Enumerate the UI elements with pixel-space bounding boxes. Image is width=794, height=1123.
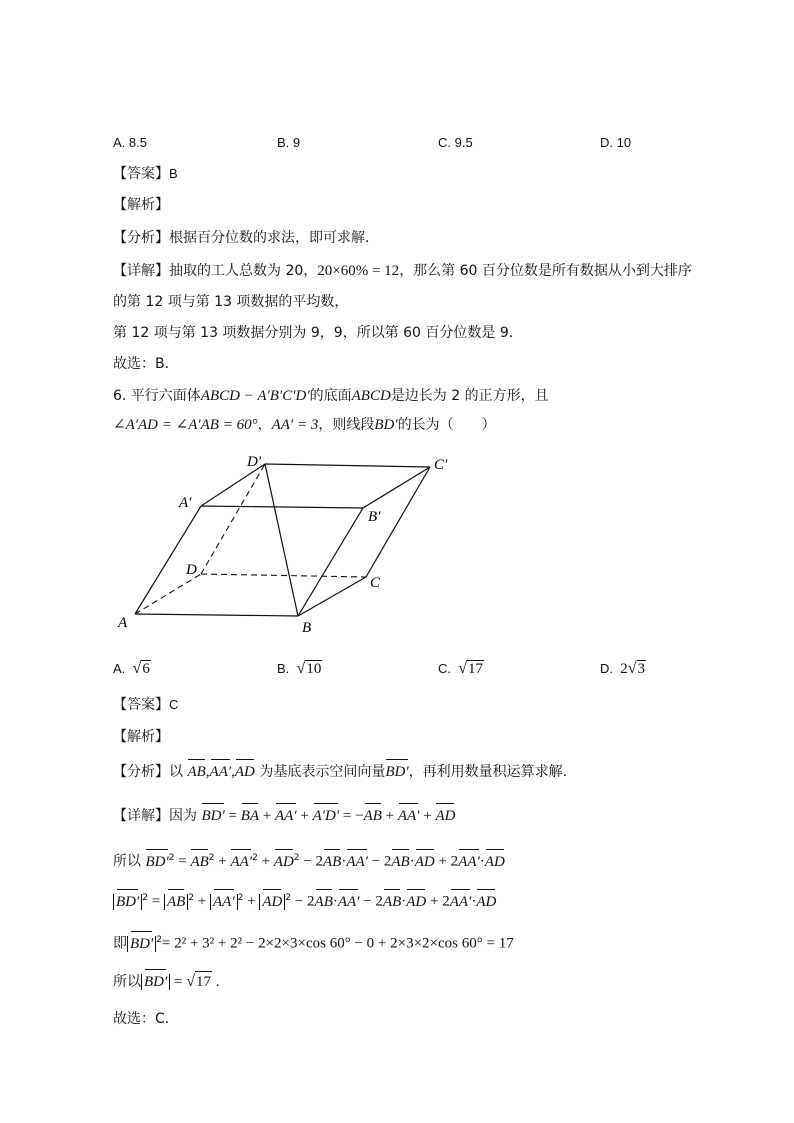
- text: 的长为（ ）: [397, 417, 496, 433]
- q5-xiangjie-line-2: 的第 12 项与第 13 项数据的平均数，: [113, 294, 349, 310]
- label-d: D: [186, 562, 197, 578]
- vector-ab: AB: [314, 893, 333, 910]
- vector-ad: AD: [476, 893, 497, 910]
- q6-derivation-3: BD′ $^2$ = AB $^2$ + AA′ $^2$ + AD $^2$ − 2AB·AA′ − 2AB·AD + 2AA′·AD: [113, 888, 496, 912]
- text: ，那么第 60 百分位数是所有数据从小到大排序: [399, 263, 692, 279]
- radicand: 10: [306, 661, 322, 677]
- text: 即: [113, 935, 127, 952]
- vector-ab: AB: [363, 808, 382, 824]
- xiangjie-tag: 【详解】: [113, 808, 169, 824]
- vector-ba: BA: [240, 808, 260, 824]
- fenxi-text: 根据百分位数的求法，即可求解．: [169, 230, 379, 246]
- vector-ab: AB: [187, 764, 206, 780]
- vector-aa-prime: AA′: [209, 764, 232, 780]
- sqrt-icon: √: [186, 973, 196, 990]
- q6-derivation-5: 所以 BD′ = √17 .: [113, 973, 220, 990]
- vector-aa-prime: AA′: [230, 853, 253, 870]
- label-c-prime: C′: [434, 457, 448, 473]
- math-solid: ABCD − A′B′C′D′: [200, 388, 310, 404]
- vector-aa-prime: AA′: [458, 853, 480, 870]
- text: 的底面: [309, 388, 352, 404]
- option-label: D.: [600, 661, 613, 676]
- question-number: 6.: [113, 388, 127, 404]
- q5-option-b: B. 9: [277, 135, 301, 150]
- sqrt-icon: √: [296, 660, 306, 677]
- radicand: 6: [142, 661, 150, 677]
- label-a: A: [118, 615, 128, 631]
- vector-bd-prime: BD′: [144, 974, 168, 990]
- vector-aa-prime: AA′: [449, 893, 472, 910]
- q6-answer: [113, 695, 178, 715]
- q6-analysis-heading: [113, 727, 169, 747]
- label-b: B: [302, 620, 312, 636]
- q6-derivation-1: 【详解】因为 BD′ = BA + AA′ + A′D′ = −AB + AA′ + AD: [113, 808, 456, 824]
- vector-ad: AD: [435, 808, 456, 824]
- fenxi-tag: 【分析】: [113, 764, 169, 780]
- label-d-prime: D′: [247, 454, 262, 470]
- q5-option-c: C. 9.5: [438, 135, 473, 150]
- label-b-prime: B′: [368, 509, 381, 525]
- text: ，则线段: [318, 417, 375, 433]
- math-expression: 20×60% = 12: [317, 263, 400, 279]
- vector-aa-prime: AA′: [275, 808, 297, 824]
- vector-aa-prime: AA′: [213, 893, 235, 910]
- vector-bd-prime: BD′: [201, 808, 225, 824]
- radicand: 3: [637, 661, 646, 677]
- radicand: 17: [468, 661, 484, 677]
- q5-conclusion: 故选：B．: [113, 356, 179, 372]
- text: 因为: [169, 808, 197, 824]
- math-base: ABCD: [351, 388, 391, 404]
- text: 为基底表示空间向量: [259, 764, 386, 780]
- text: 所以: [113, 974, 141, 990]
- vector-ad: AD: [273, 853, 294, 870]
- vector-ab: AB: [166, 893, 186, 910]
- q6-derivation-4: 即 BD′ $^2$= 2² + 3² + 2² − 2×2×3×cos 60° − 0 + 2×3×2×cos 60° = 17: [113, 935, 514, 952]
- vector-bd-prime: BD′: [116, 893, 140, 910]
- text: 是边长为 2 的正方形，且: [390, 388, 549, 404]
- q5-xiangjie-line-3: 第 12 项与第 13 项数据分别为 9，9，所以第 60 百分位数是 9．: [113, 325, 523, 341]
- text: 以: [169, 764, 183, 780]
- vector-aa-prime: AA′: [337, 893, 360, 910]
- answer-tag: 【答案】: [113, 166, 169, 182]
- vector-ad: AD: [414, 853, 435, 870]
- vector-aa-prime: AA′: [346, 853, 368, 870]
- option-label: A.: [113, 661, 126, 676]
- vector-ab: AB: [391, 853, 410, 870]
- vector-aa-prime: AA′: [397, 808, 420, 824]
- vector-ad: AD: [484, 853, 505, 870]
- vector-ab: AB: [190, 853, 209, 870]
- q5-option-a: A. 8.5: [113, 135, 147, 150]
- math-angles: ∠A′AD = ∠A′AB = 60°: [113, 417, 258, 433]
- q6-option-a: [113, 660, 151, 678]
- vector-bd-prime: BD′: [145, 853, 169, 870]
- analysis-tag: 【解析】: [113, 197, 169, 213]
- sqrt-icon: √: [458, 660, 468, 677]
- q6-conclusion: 故选：C．: [113, 1011, 179, 1027]
- vector-a-prime-d-prime: A′D′: [312, 808, 340, 824]
- q6-option-b: [277, 660, 322, 678]
- answer-value: C: [169, 697, 179, 712]
- analysis-tag: 【解析】: [113, 729, 169, 745]
- answer-value: B: [169, 166, 178, 181]
- xiangjie-tag: 【详解】: [113, 263, 169, 279]
- option-label: C.: [438, 661, 451, 676]
- text: 抽取的工人总数为 20，: [169, 263, 318, 279]
- vector-ad: AD: [406, 893, 427, 910]
- radicand: 17: [195, 971, 212, 992]
- text: 所以: [113, 853, 141, 870]
- vector-bd-prime: BD′: [130, 935, 154, 952]
- vector-ab: AB: [322, 853, 342, 870]
- text: ，再利用数量积运算求解.: [408, 764, 568, 780]
- label-a-prime: A′: [179, 495, 192, 511]
- q6-fenxi: 【分析】以 AB,AA′,AD 为基底表示空间向量BD′，再利用数量积运算求解.: [113, 764, 568, 780]
- coefficient: 2: [620, 661, 628, 677]
- label-c: C: [370, 575, 381, 591]
- vector-bd-prime: BD′: [385, 764, 409, 780]
- answer-tag: 【答案】: [113, 697, 169, 713]
- vector-ad: AD: [234, 764, 255, 780]
- sqrt-icon: √: [132, 660, 142, 677]
- math-edge: AA′ = 3: [271, 417, 319, 433]
- q6-option-c: [438, 660, 484, 678]
- math-expression: = 2² + 3² + 2² − 2×2×3×cos 60° − 0 + 2×3×2×cos 60° = 17: [162, 935, 514, 952]
- vector-ad: AD: [262, 893, 283, 910]
- q6-option-d: [600, 660, 646, 678]
- option-label: B.: [277, 661, 290, 676]
- q6-derivation-2: 所以 $BD'^2 = AB^2 + AA'^2 + AD^2 - 2AB\cdot AA' - 2AB\cdot AD + 2AA'\cdot AD$: [113, 853, 505, 870]
- sqrt-icon: √: [627, 660, 637, 677]
- text: 平行六面体: [130, 388, 201, 404]
- math-segment: BD′: [374, 417, 398, 433]
- text: ，: [257, 417, 272, 433]
- vector-ab: AB: [382, 893, 402, 910]
- fenxi-tag: 【分析】: [113, 230, 169, 246]
- q5-option-d: D. 10: [600, 135, 632, 150]
